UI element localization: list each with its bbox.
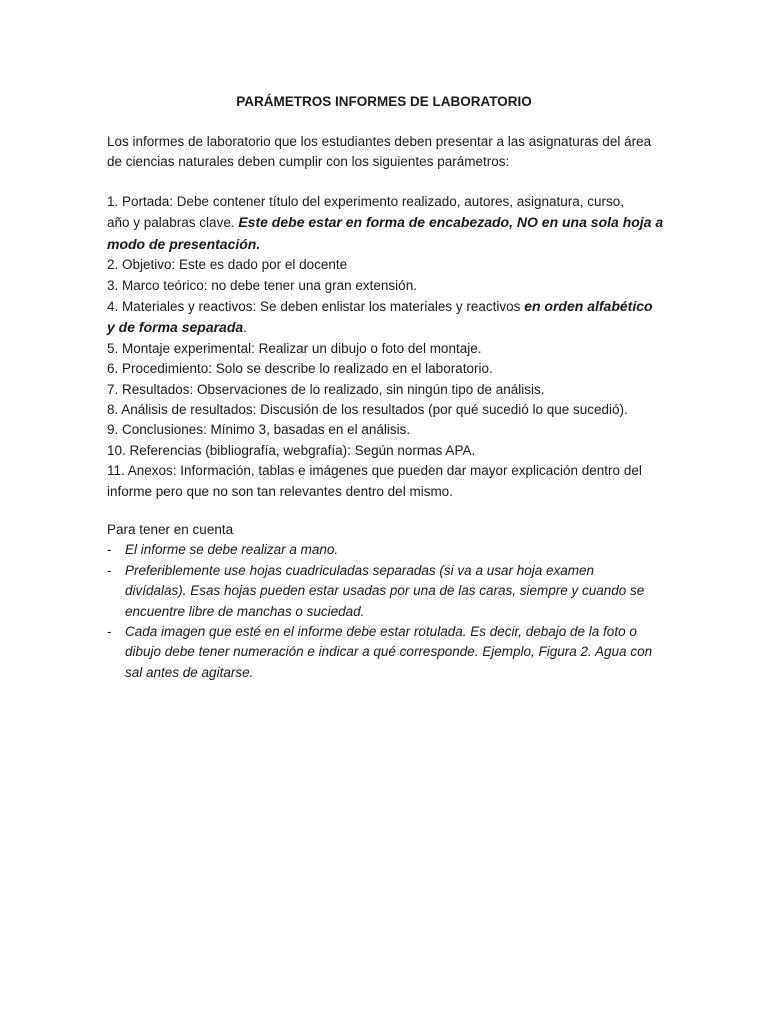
item-portada-line [107, 234, 667, 255]
item-conclusiones: 9. Conclusiones: Mínimo 3, basadas en el análisis. [107, 422, 411, 438]
item-portada-line: 1. Portada: Debe contener título del experimento realizado, autores, asignatura, curso, [107, 194, 625, 209]
item-portada-emphasis: modo de presentación. [107, 235, 261, 252]
note-line: El informe se debe realizar a mano. [125, 542, 339, 558]
note-line: encuentre libre de manchas o suciedad. [125, 603, 365, 619]
item-materiales-line [107, 317, 667, 338]
item-materiales-text: . [243, 320, 247, 336]
notes-section [107, 520, 667, 683]
dash-marker: - [107, 542, 112, 558]
note-bullet [107, 561, 667, 622]
dash-marker: - [107, 624, 112, 640]
parameters-list [107, 192, 667, 502]
item-materiales-emphasis: y de forma separada [107, 319, 244, 336]
note-bullet [107, 540, 667, 560]
item-portada-line [107, 212, 667, 233]
item-materiales-line [107, 296, 667, 317]
item-analisis: 8. Análisis de resultados: Discusión de los resultados (por qué sucedió lo que sucedió). [107, 402, 628, 418]
item-montaje: 5. Montaje experimental: Realizar un dibujo o foto del montaje. [107, 340, 482, 356]
note-line: Cada imagen que esté en el informe debe estar rotulada. Es decir, debajo de la foto o [125, 624, 637, 640]
item-portada-emphasis: Este debe estar en forma de encabezado, NO en una sola hoja a [238, 214, 664, 231]
dash-marker: - [107, 562, 112, 578]
item-marco-teorico: 3. Marco teórico: no debe tener una gran extensión. [107, 277, 417, 293]
document-title: PARÁMETROS INFORMES DE LABORATORIO [236, 94, 532, 109]
item-resultados: 7. Resultados: Observaciones de lo realizado, sin ningún tipo de análisis. [107, 381, 545, 397]
intro-paragraph [107, 132, 667, 173]
note-line: Preferiblemente use hojas cuadriculadas separadas (si va a usar hoja examen [125, 562, 595, 578]
item-procedimiento: 6. Procedimiento: Solo se describe lo realizado en el laboratorio. [107, 361, 493, 377]
item-portada-text: año y palabras clave. [107, 215, 239, 231]
item-referencias: 10. Referencias (bibliografía, webgrafía): Según normas APA. [107, 442, 476, 458]
item-anexos-line: 11. Anexos: Información, tablas e imágenes que pueden dar mayor explicación dentro del [107, 463, 642, 479]
intro-line: Los informes de laboratorio que los estudiantes deben presentar a las asignaturas del área [107, 134, 652, 149]
item-anexos-line: informe pero que no son tan relevantes dentro del mismo. [107, 483, 453, 499]
item-materiales-text: 4. Materiales y reactivos: Se deben enlistar los materiales y reactivos [107, 299, 525, 315]
item-objetivo: 2. Objetivo: Este es dado por el docente [107, 257, 348, 273]
item-materiales-emphasis: en orden alfabético [524, 298, 653, 315]
note-line: divídalas). Esas hojas pueden estar usadas por una de las caras, siempre y cuando se [125, 583, 645, 599]
note-line: dibujo debe tener numeración e indicar a qué corresponde. Ejemplo, Figura 2. Agua con [125, 644, 653, 660]
notes-heading: Para tener en cuenta [107, 522, 234, 537]
intro-line: de ciencias naturales deben cumplir con los siguientes parámetros: [107, 154, 510, 170]
note-bullet [107, 622, 667, 683]
note-line: sal antes de agitarse. [125, 664, 254, 680]
